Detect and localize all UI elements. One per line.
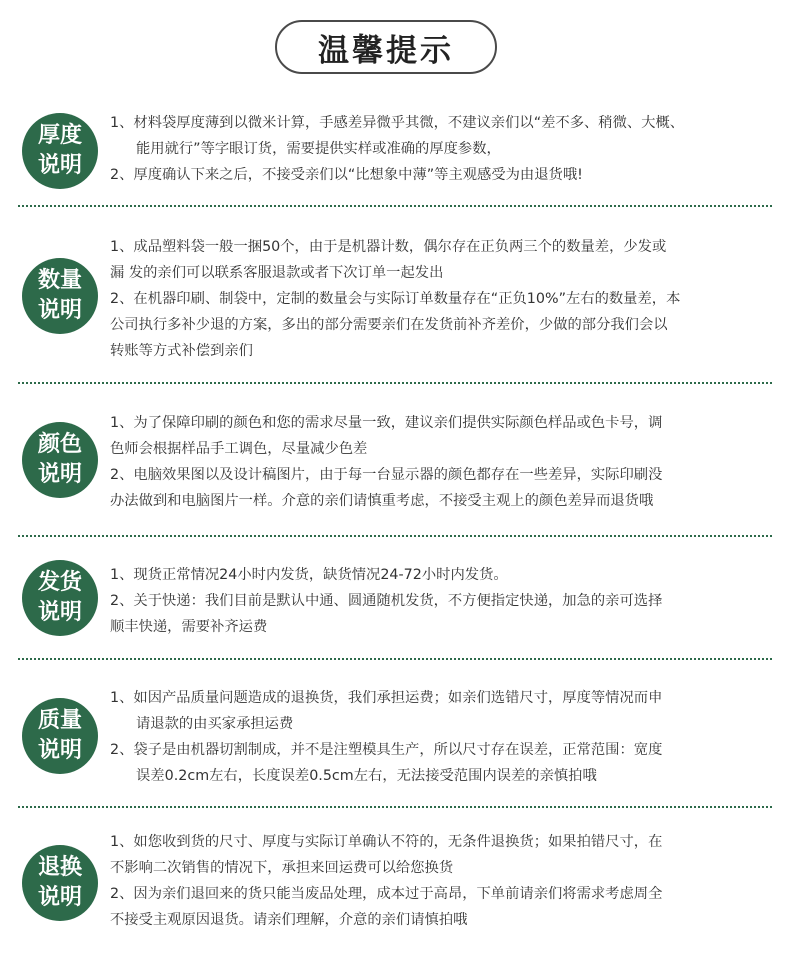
badge-label: 说明 (37, 738, 82, 763)
badge-label: 说明 (37, 885, 82, 910)
divider (18, 806, 772, 808)
section-text (110, 234, 762, 364)
section-text (110, 110, 762, 188)
section-text (110, 562, 762, 640)
badge-label: 退换 (37, 855, 82, 880)
text-line: 办法做到和电脑图片一样。介意的亲们请慎重考虑，不接受主观上的颜色差异而退货哦 (110, 493, 654, 509)
text-line: 请退款的由买家承担运费 (136, 716, 294, 732)
badge-label: 质量 (37, 708, 82, 733)
text-line: 1、如因产品质量问题造成的退换货，我们承担运费；如亲们选错尺寸，厚度等情况而申 (110, 690, 663, 706)
text-line: 2、在机器印刷、制袋中，定制的数量会与实际订单数量存在“正负10%”左右的数量差，本 (110, 291, 681, 307)
text-line: 不影响二次销售的情况下，承担来回运费可以给您换货 (110, 860, 454, 876)
badge-quantity (22, 258, 98, 334)
badge-label: 说明 (37, 462, 82, 487)
badge-thickness (22, 113, 98, 189)
badge-label: 数量 (37, 268, 82, 293)
badge-label: 发货 (37, 570, 82, 595)
text-line: 1、为了保障印刷的颜色和您的需求尽量一致，建议亲们提供实际颜色样品或色卡号，调 (110, 415, 663, 431)
divider (18, 382, 772, 384)
text-line: 1、成品塑料袋一般一捆50个，由于是机器计数，偶尔存在正负两三个的数量差，少发或 (110, 239, 667, 255)
badge-label: 说明 (37, 298, 82, 323)
badge-label: 说明 (37, 153, 82, 178)
section-text (110, 829, 762, 933)
badge-shipping (22, 560, 98, 636)
text-line: 误差0.2cm左右，长度误差0.5cm左右，无法接受范围内误差的亲慎拍哦 (136, 768, 597, 784)
divider (18, 535, 772, 537)
badge-color (22, 422, 98, 498)
divider (18, 658, 772, 660)
text-line: 色师会根据样品手工调色，尽量减少色差 (110, 441, 368, 457)
text-line: 漏 发的亲们可以联系客服退款或者下次订单一起发出 (110, 265, 444, 281)
text-line: 能用就行”等字眼订货，需要提供实样或准确的厚度参数， (136, 141, 501, 157)
text-line: 2、因为亲们退回来的货只能当废品处理，成本过于高昂，下单前请亲们将需求考虑周全 (110, 886, 663, 902)
text-line: 1、现货正常情况24小时内发货，缺货情况24-72小时内发货。 (110, 567, 508, 583)
text-line: 顺丰快递，需要补齐运费 (110, 619, 268, 635)
badge-label: 说明 (37, 600, 82, 625)
text-line: 2、厚度确认下来之后，不接受亲们以“比想象中薄”等主观感受为由退货哦! (110, 167, 583, 183)
badge-quality (22, 698, 98, 774)
divider (18, 205, 772, 207)
text-line: 2、电脑效果图以及设计稿图片，由于每一台显示器的颜色都存在一些差异，实际印刷没 (110, 467, 663, 483)
badge-label: 颜色 (37, 432, 82, 457)
page-title: 温馨提示 (275, 20, 497, 74)
text-line: 公司执行多补少退的方案，多出的部分需要亲们在发货前补齐差价，少做的部分我们会以 (110, 317, 668, 333)
text-line: 不接受主观原因退货。请亲们理解，介意的亲们请慎拍哦 (110, 912, 468, 928)
text-line: 2、袋子是由机器切割制成，并不是注塑模具生产，所以尺寸存在误差，正常范围：宽度 (110, 742, 663, 758)
badge-label: 厚度 (37, 123, 82, 148)
section-text (110, 410, 762, 514)
badge-return (22, 845, 98, 921)
section-text (110, 685, 762, 789)
text-line: 1、材料袋厚度薄到以微米计算，手感差异微乎其微，不建议亲们以“差不多、稍微、大概、 (110, 115, 685, 131)
text-line: 2、关于快递：我们目前是默认中通、圆通随机发货，不方便指定快递，加急的亲可选择 (110, 593, 663, 609)
text-line: 转账等方式补偿到亲们 (110, 343, 253, 359)
text-line: 1、如您收到货的尺寸、厚度与实际订单确认不符的，无条件退换货；如果拍错尺寸，在 (110, 834, 663, 850)
